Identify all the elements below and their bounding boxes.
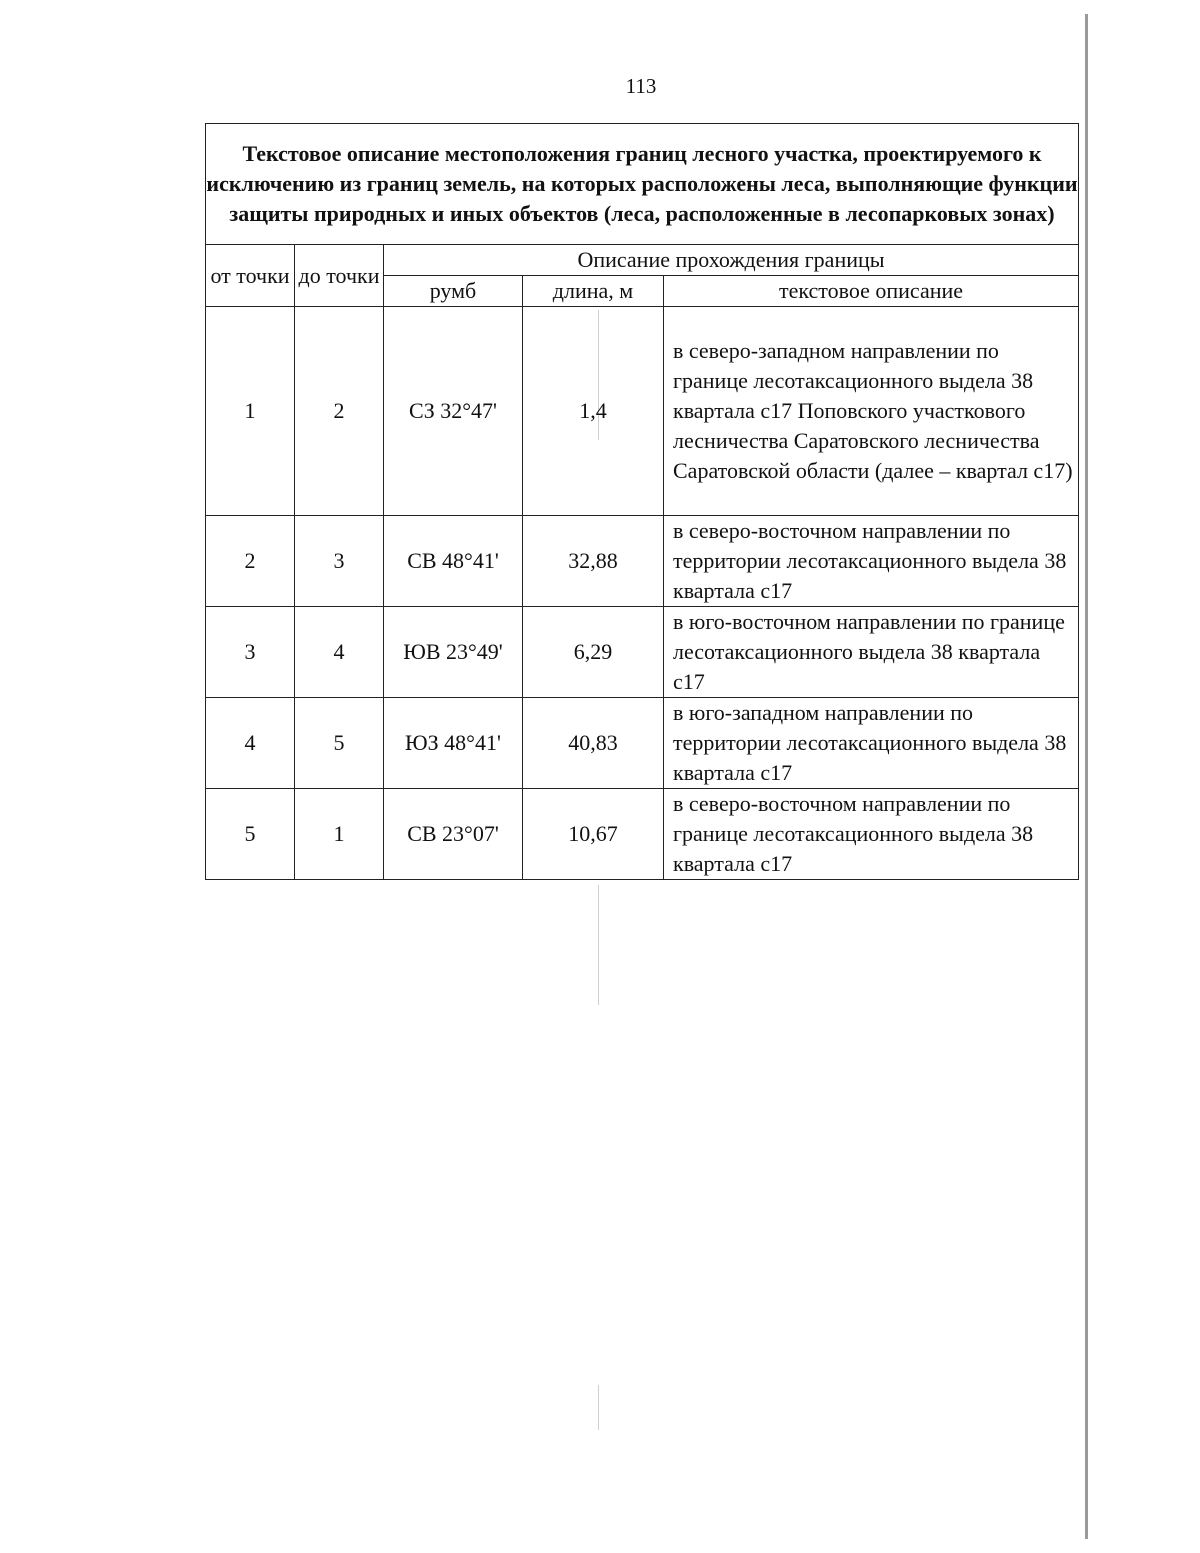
cell-from: 4 bbox=[206, 698, 295, 789]
cell-description: в северо-западном направлении по границе лесотаксационного выдела 38 квартала с17 Поповского участкового лесничества Саратовского лесничества Саратовской области (далее – квартал с17) bbox=[664, 307, 1079, 516]
cell-bearing: ЮВ 23°49' bbox=[384, 607, 523, 698]
cell-description: в юго-восточном направлении по границе лесотаксационного выдела 38 квартала с17 bbox=[664, 607, 1079, 698]
cell-description: в северо-восточном направлении по границе лесотаксационного выдела 38 квартала с17 bbox=[664, 789, 1079, 880]
table-row bbox=[206, 516, 1079, 607]
cell-to: 3 bbox=[295, 516, 384, 607]
page-edge-line bbox=[1085, 14, 1088, 1539]
header-to-point: до точки bbox=[295, 245, 384, 307]
cell-description: в юго-западном направлении по территории лесотаксационного выдела 38 квартала с17 bbox=[664, 698, 1079, 789]
cell-length: 40,83 bbox=[523, 698, 664, 789]
header-bearing: румб bbox=[384, 276, 523, 307]
table-row bbox=[206, 789, 1079, 880]
cell-from: 3 bbox=[206, 607, 295, 698]
header-from-point: от точки bbox=[206, 245, 295, 307]
cell-length: 32,88 bbox=[523, 516, 664, 607]
scan-mark bbox=[598, 1385, 599, 1430]
table-row bbox=[206, 307, 1079, 516]
header-length: длина, м bbox=[523, 276, 664, 307]
cell-to: 2 bbox=[295, 307, 384, 516]
header-boundary-description: Описание прохождения границы bbox=[384, 245, 1079, 276]
cell-bearing: СЗ 32°47' bbox=[384, 307, 523, 516]
table-row bbox=[206, 607, 1079, 698]
cell-bearing: СВ 23°07' bbox=[384, 789, 523, 880]
cell-length: 6,29 bbox=[523, 607, 664, 698]
cell-length: 1,4 bbox=[523, 307, 664, 516]
header-text-description: текстовое описание bbox=[664, 276, 1079, 307]
cell-length: 10,67 bbox=[523, 789, 664, 880]
cell-to: 5 bbox=[295, 698, 384, 789]
page-number: 113 bbox=[625, 74, 657, 98]
table-title-row bbox=[206, 124, 1079, 245]
table-title: Текстовое описание местоположения границ лесного участка, проектируемого к исключению из границ земель, на которых расположены леса, выполняющие функции защиты природных и иных объектов (леса, расположенные в лесопарковых зонах) bbox=[206, 124, 1079, 245]
scan-mark bbox=[598, 885, 599, 1005]
table-row bbox=[206, 698, 1079, 789]
boundary-table bbox=[205, 123, 1079, 880]
cell-description: в северо-восточном направлении по территории лесотаксационного выдела 38 квартала с17 bbox=[664, 516, 1079, 607]
cell-to: 1 bbox=[295, 789, 384, 880]
cell-bearing: СВ 48°41' bbox=[384, 516, 523, 607]
cell-from: 5 bbox=[206, 789, 295, 880]
cell-from: 2 bbox=[206, 516, 295, 607]
header-row-1 bbox=[206, 245, 1079, 276]
cell-to: 4 bbox=[295, 607, 384, 698]
cell-bearing: ЮЗ 48°41' bbox=[384, 698, 523, 789]
cell-from: 1 bbox=[206, 307, 295, 516]
